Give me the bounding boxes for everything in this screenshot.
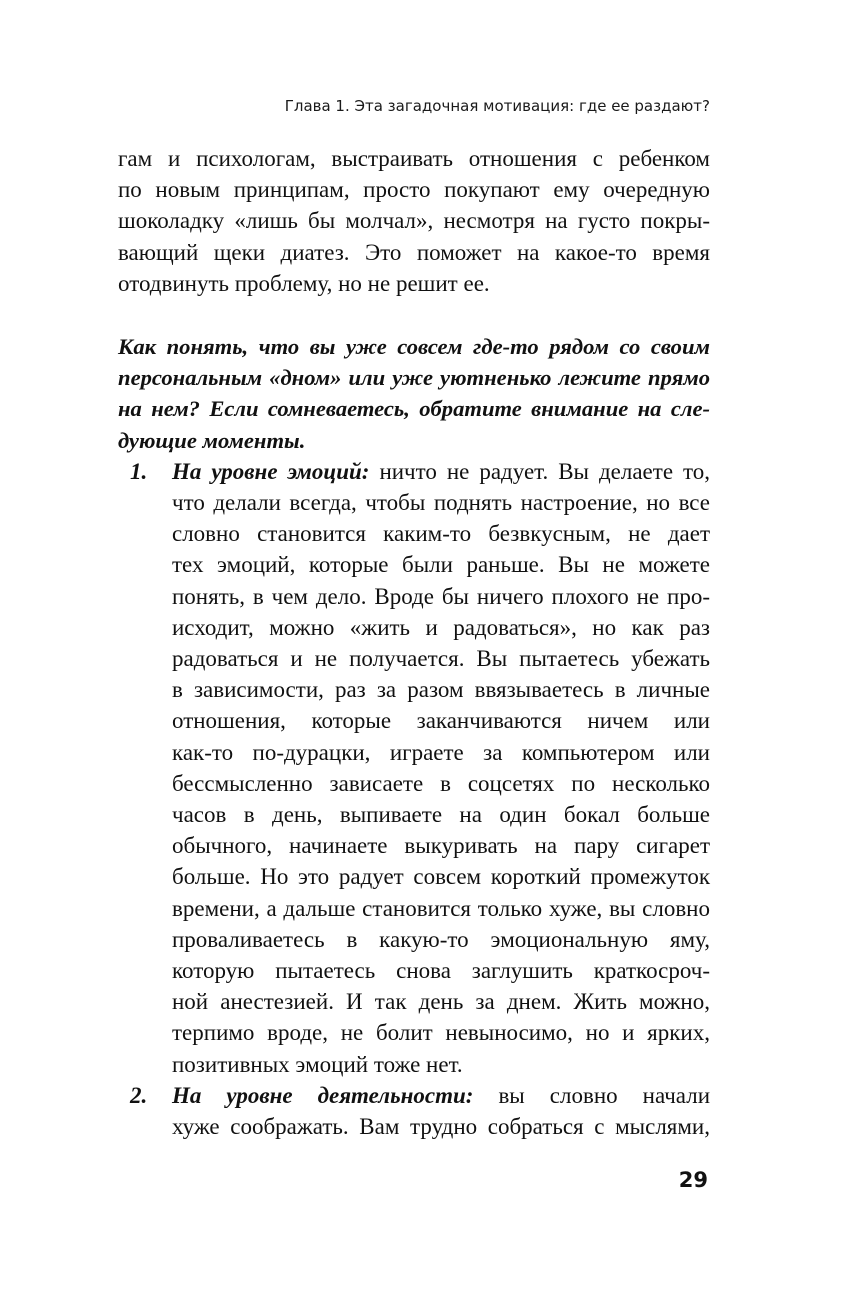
list-item-emotions	[118, 456, 710, 1080]
text-line: отодвинуть проблему, но не решит ее.	[118, 270, 490, 296]
list-item-lead: На уровне эмоций:	[172, 458, 370, 484]
text-line: терпимо вроде, не болит невыносимо, но и ярких,	[172, 1020, 710, 1046]
text-line: вающий щеки диатез. Это поможет на какое-то время	[118, 239, 710, 265]
text-line: проваливаетесь в какую-то эмоциональную яму,	[172, 926, 710, 952]
text-line: больше. Но это радует совсем короткий промежуток	[172, 864, 710, 890]
text-line: позитивных эмоций тоже нет.	[172, 1051, 463, 1077]
callout-line: персональным «дном» или уже уютненько лежите прямо	[118, 365, 710, 391]
list-item-first-line: ничто не радует. Вы делаете то,	[369, 458, 710, 484]
text-line: часов в день, выпиваете на один бокал больше	[172, 802, 710, 828]
text-line: радоваться и не получается. Вы пытаетесь убежать	[172, 646, 710, 672]
text-line: словно становится каким-то безвкусным, не дает	[172, 521, 710, 547]
text-line: хуже соображать. Вам трудно собраться с мыслями,	[172, 1114, 710, 1140]
text-line: по новым принципам, просто покупают ему очередную	[118, 177, 710, 203]
text-line: гам и психологам, выстраивать отношения с ребенком	[118, 146, 710, 171]
text-line: времени, а дальше становится только хуже, вы словно	[172, 895, 710, 921]
text-line: которую пытаетесь снова заглушить краткосроч-	[172, 958, 710, 984]
page-number: 29	[678, 1168, 708, 1192]
text-line: исходит, можно «жить и радоваться», но как раз	[172, 614, 710, 640]
text-line: отношения, которые заканчиваются ничем или	[172, 708, 710, 734]
list-item-activity	[118, 1080, 710, 1142]
callout-line: дующие моменты.	[118, 427, 306, 453]
text-line: тех эмоций, которые были раньше. Вы не можете	[172, 552, 710, 578]
text-line: бессмысленно зависаете в соцсетях по несколько	[172, 770, 710, 796]
callout-line: на нем? Если сомневаетесь, обратите внимание на сле-	[118, 396, 710, 422]
page-body	[118, 143, 710, 1142]
text-line: шоколадку «лишь бы молчал», несмотря на густо покры-	[118, 208, 710, 234]
text-line: понять, в чем дело. Вроде бы ничего плохого не про-	[172, 583, 710, 609]
callout-question	[118, 331, 710, 456]
callout-line: Как понять, что вы уже совсем где-то рядом со своим	[118, 334, 710, 360]
text-line: обычного, начинаете выкуривать на пару сигарет	[172, 833, 710, 859]
text-line: что делали всегда, чтобы поднять настроение, но все	[172, 490, 710, 516]
list-item-lead: На уровне деятельности:	[172, 1082, 474, 1108]
paragraph	[118, 143, 710, 299]
list-marker: 2.	[130, 1082, 148, 1108]
text-line	[172, 456, 710, 487]
text-line	[172, 1080, 710, 1111]
running-head: Глава 1. Эта загадочная мотивация: где ее раздают?	[284, 97, 710, 115]
text-line: как-то по-дурацки, играете за компьютером или	[172, 739, 710, 765]
text-line: в зависимости, раз за разом ввязываетесь в личные	[172, 677, 710, 703]
list-marker: 1.	[130, 458, 148, 484]
list-item-first-line: вы словно начали	[473, 1082, 711, 1108]
text-line: ной анестезией. И так день за днем. Жить можно,	[172, 989, 710, 1015]
